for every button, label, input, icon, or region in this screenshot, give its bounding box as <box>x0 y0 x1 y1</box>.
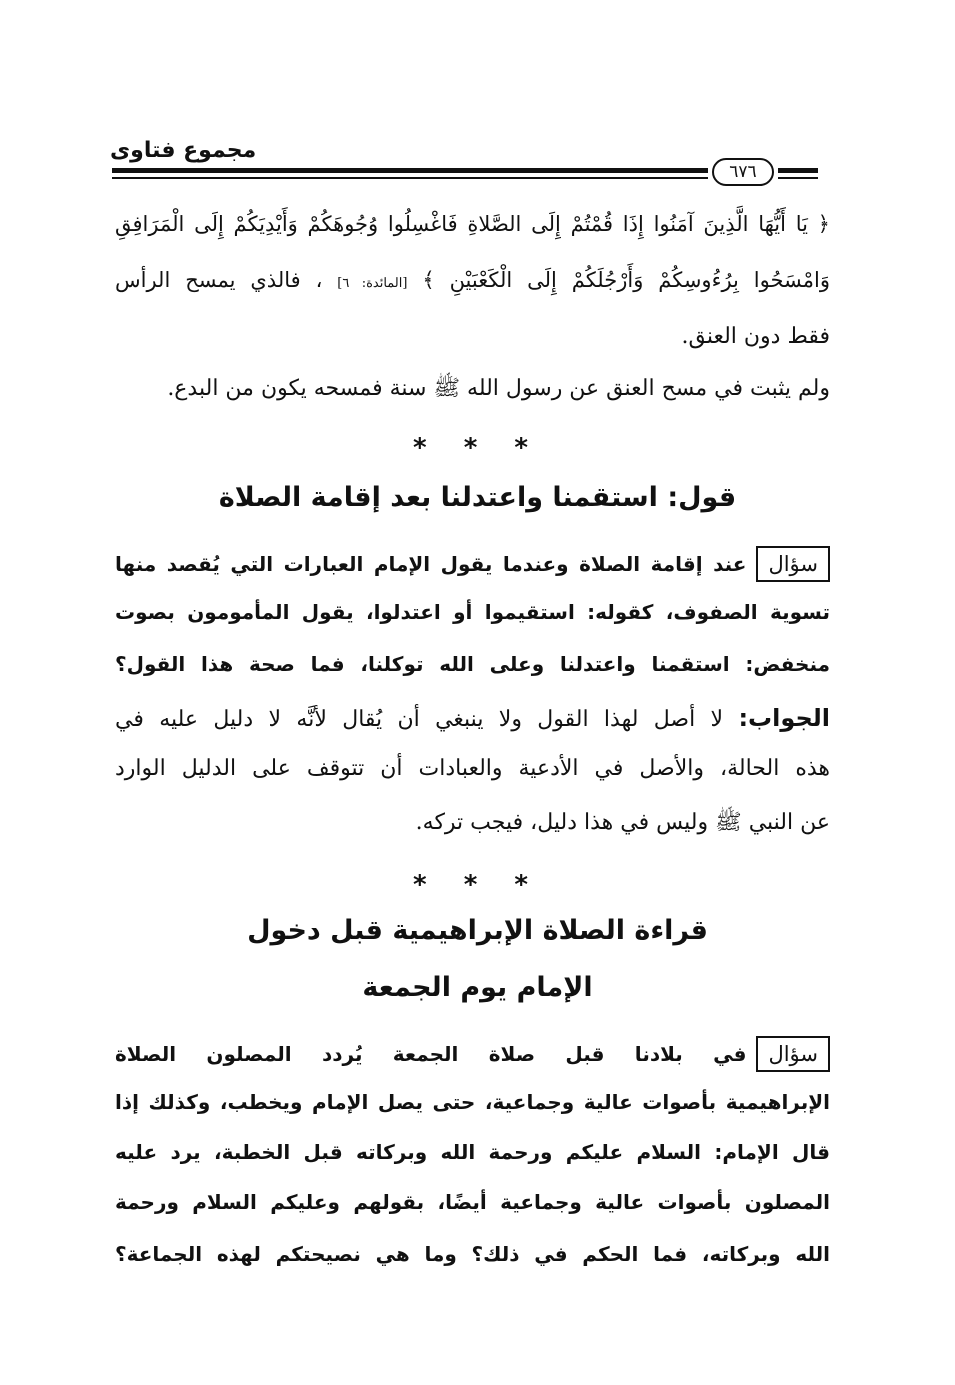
header-rule <box>112 177 708 179</box>
page-number: ٦٧٦ <box>712 158 774 186</box>
section-separator: * * * <box>413 870 542 900</box>
question-line: المصلون بأصوات عالية وجماعية أيضًا، بقولهم وعليكم السلام ورحمة <box>115 1190 830 1214</box>
verse-line: ﴿ يَا أَيُّهَا الَّذِينَ آمَنُوا إِذَا قُمْتُمْ إِلَى الصَّلاةِ فَاغْسِلُوا وُجُوهَكُمْ وَأَيْدِيَكُمْ إِلَى الْمَرَافِقِ <box>115 212 830 236</box>
question-line: الله وبركاته، فما الحكم في ذلك؟ وما هي نصيحتكم لهذه الجماعة؟ <box>115 1242 830 1266</box>
question-line: منخفض: استقمنا واعتدلنا وعلى الله توكلنا، فما صحة هذا القول؟ <box>115 652 830 676</box>
question-line: قال الإمام: السلام عليكم ورحمة الله وبركاته قبل الخطبة، يرد عليه <box>115 1140 830 1164</box>
header-rule <box>112 168 708 173</box>
running-title: مجموع فتاوى <box>110 138 257 163</box>
answer-text: لا أصل لهذا القول ولا ينبغي أن يُقال لأنَّه لا دليل عليه في <box>115 707 724 732</box>
section-separator: * * * <box>413 433 542 463</box>
verse-text: وَامْسَحُوا بِرُءُوسِكُمْ وَأَرْجُلَكُمْ إِلَى الْكَعْبَيْنِ ﴾ <box>422 268 830 292</box>
question-line: الإبراهيمية بأصوات عالية وجماعية، حتى يصل الإمام ويخطب، وكذلك إذا <box>115 1090 830 1114</box>
question-line: تسوية الصفوف، كقوله: استقيموا أو اعتدلوا، يقول المأمومون بصوت <box>115 600 830 624</box>
answer-label: الجواب: <box>738 704 830 732</box>
body-text: ، فالذي يمسح الرأس <box>115 268 323 292</box>
verse-citation: [المائدة: ٦] <box>337 276 408 291</box>
question-label-box: سؤال <box>756 546 830 582</box>
section-heading: الإمام يوم الجمعة <box>362 972 593 1003</box>
question-text: عند إقامة الصلاة وعندما يقول الإمام العبارات التي يُقصد منها <box>115 552 747 576</box>
section-heading: قول: استقمنا واعتدلنا بعد إقامة الصلاة <box>218 482 737 513</box>
verse-line <box>115 268 830 292</box>
header-rule <box>778 177 818 179</box>
answer-line <box>115 704 830 732</box>
question-line <box>115 1036 830 1072</box>
answer-line: عن النبي ﷺ وليس في هذا دليل، فيجب تركه. <box>415 810 830 835</box>
body-line: ولم يثبت في مسح العنق عن رسول الله ﷺ سنة فمسحه يكون من البدع. <box>167 376 830 401</box>
question-label-box: سؤال <box>756 1036 830 1072</box>
header-rule <box>778 168 818 173</box>
question-line <box>115 546 830 582</box>
body-line: فقط دون العنق. <box>681 324 830 349</box>
question-text: في بلادنا قبل صلاة الجمعة يُردد المصلون الصلاة <box>115 1042 747 1066</box>
answer-line: هذه الحالة، والأصل في الأدعية والعبادات أن تتوقف على الدليل الوارد <box>115 756 830 781</box>
section-heading: قراءة الصلاة الإبراهيمية قبل دخول <box>247 915 708 946</box>
